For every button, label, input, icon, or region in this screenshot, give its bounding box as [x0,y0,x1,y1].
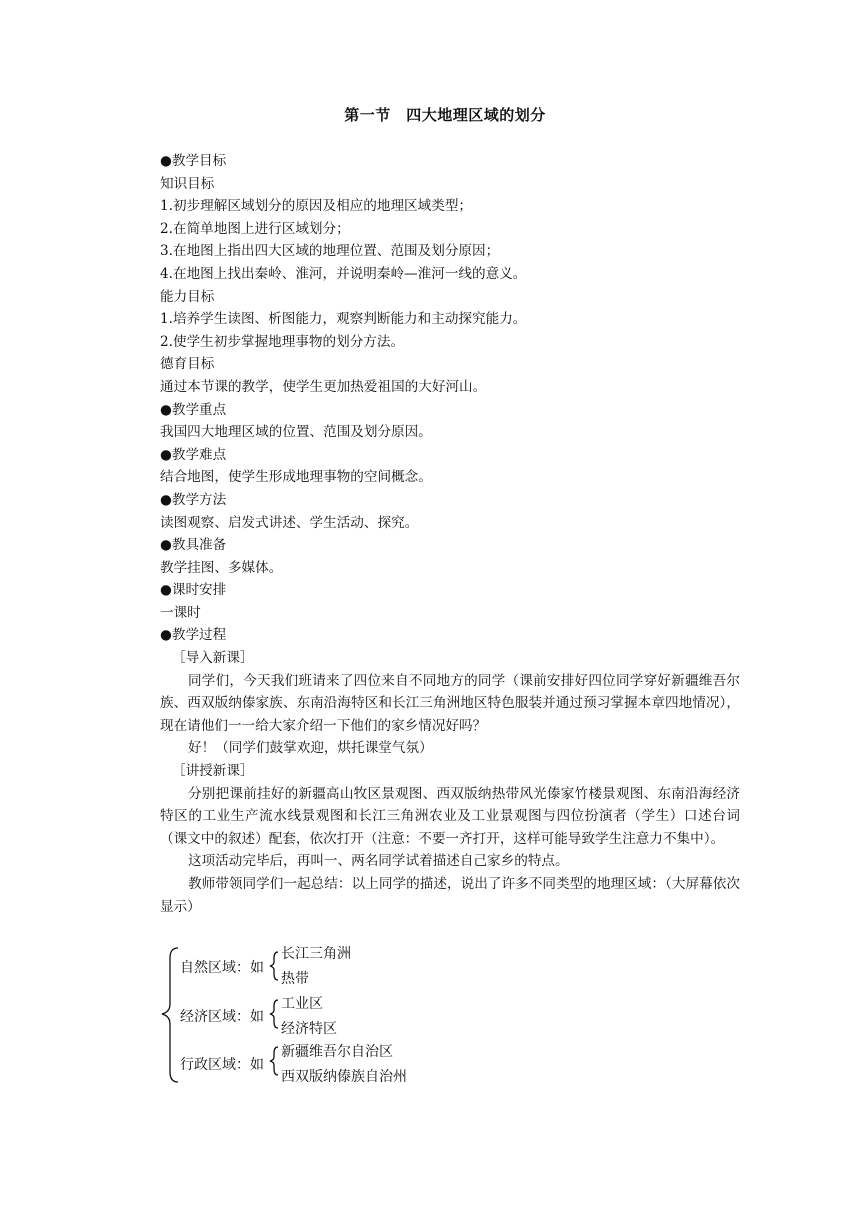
intro-paragraph-2: 好！（同学们鼓掌欢迎，烘托课堂气氛） [188,740,433,757]
teach-paragraph-3: 教师带领同学们一起总结：以上同学的描述，说出了许多不同类型的地理区域：（大屏幕依次显示） [160,876,740,915]
group-item: 新疆维吾尔自治区 [281,1044,393,1060]
knowledge-item: 2.在简单地图上进行区域划分； [160,220,350,237]
knowledge-heading: 知识目标 [160,175,215,192]
brace-group-1 [270,952,278,980]
ability-item: 1.培养学生读图、析图能力，观察判断能力和主动探究能力。 [160,311,527,328]
method-heading: ●教学方法 [160,491,227,508]
brace-group-3 [270,1047,278,1075]
tools-heading: ●教具准备 [160,537,227,554]
knowledge-item: 4.在地图上找出秦岭、淮河，并说明秦岭—淮河一线的意义。 [160,265,527,282]
ability-item: 2.使学生初步掌握地理事物的划分方法。 [160,333,405,350]
method-text: 读图观察、启发式讲述、学生活动、探究。 [160,514,419,531]
group-label-economic: 经济区域：如 [180,1009,264,1025]
moral-text: 通过本节课的教学，使学生更加热爱祖国的大好河山。 [160,378,487,395]
schedule-text: 一课时 [160,604,201,621]
intro-label: ［导入新课］ [172,650,254,667]
schedule-heading: ●课时安排 [160,582,227,599]
teach-paragraph-2: 这项活动完毕后，再叫一、两名同学试着描述自己家乡的特点。 [188,853,569,870]
group-item: 西双版纳傣族自治州 [281,1069,407,1085]
group-item: 长江三角洲 [281,946,351,962]
process-heading: ●教学过程 [160,627,227,644]
group-label-natural: 自然区域：如 [180,960,264,976]
difficulty-heading: ●教学难点 [160,446,227,463]
knowledge-item: 3.在地图上指出四大区域的地理位置、范围及划分原因； [160,243,500,260]
group-item: 热带 [281,971,309,987]
region-types-diagram [160,940,460,1090]
brace-group-2 [270,1000,278,1028]
page-title: 第一节 四大地理区域的划分 [344,106,546,124]
key-heading: ●教学重点 [160,401,227,418]
goals-heading: ●教学目标 [160,153,227,169]
intro-paragraph: 同学们，今天我们班请来了四位来自不同地方的同学（课前安排好四位同学穿好新疆维吾尔族、西双版纳傣家族、东南沿海特区和长江三角洲地区特色服装并通过预习掌握本章四地情况），现在请他们一一给大家介绍一下他们的家乡情况好吗？ [160,672,740,734]
knowledge-item: 1.初步理解区域划分的原因及相应的地理区域类型； [160,198,473,215]
teach-paragraph-1: 分别把课前挂好的新疆高山牧区景观图、西双版纳热带风光傣家竹楼景观图、东南沿海经济特区的工业生产流水线景观图和长江三角洲农业及工业景观图与四位扮演者（学生）口述台词（课文中的叙述）配套，依次打开（注意：不要一齐打开，这样可能导致学生注意力不集中）。 [160,785,740,847]
teach-label: ［讲授新课］ [172,763,254,780]
outer-brace [162,948,178,1082]
moral-heading: 德育目标 [160,356,215,373]
ability-heading: 能力目标 [160,288,215,305]
document-body [160,150,740,918]
group-item: 工业区 [281,996,323,1012]
difficulty-text: 结合地图，使学生形成地理事物的空间概念。 [160,469,432,486]
tools-text: 教学挂图、多媒体。 [160,559,283,576]
group-label-administrative: 行政区域：如 [180,1057,264,1073]
key-text: 我国四大地理区域的位置、范围及划分原因。 [160,424,432,441]
group-item: 经济特区 [281,1021,337,1037]
